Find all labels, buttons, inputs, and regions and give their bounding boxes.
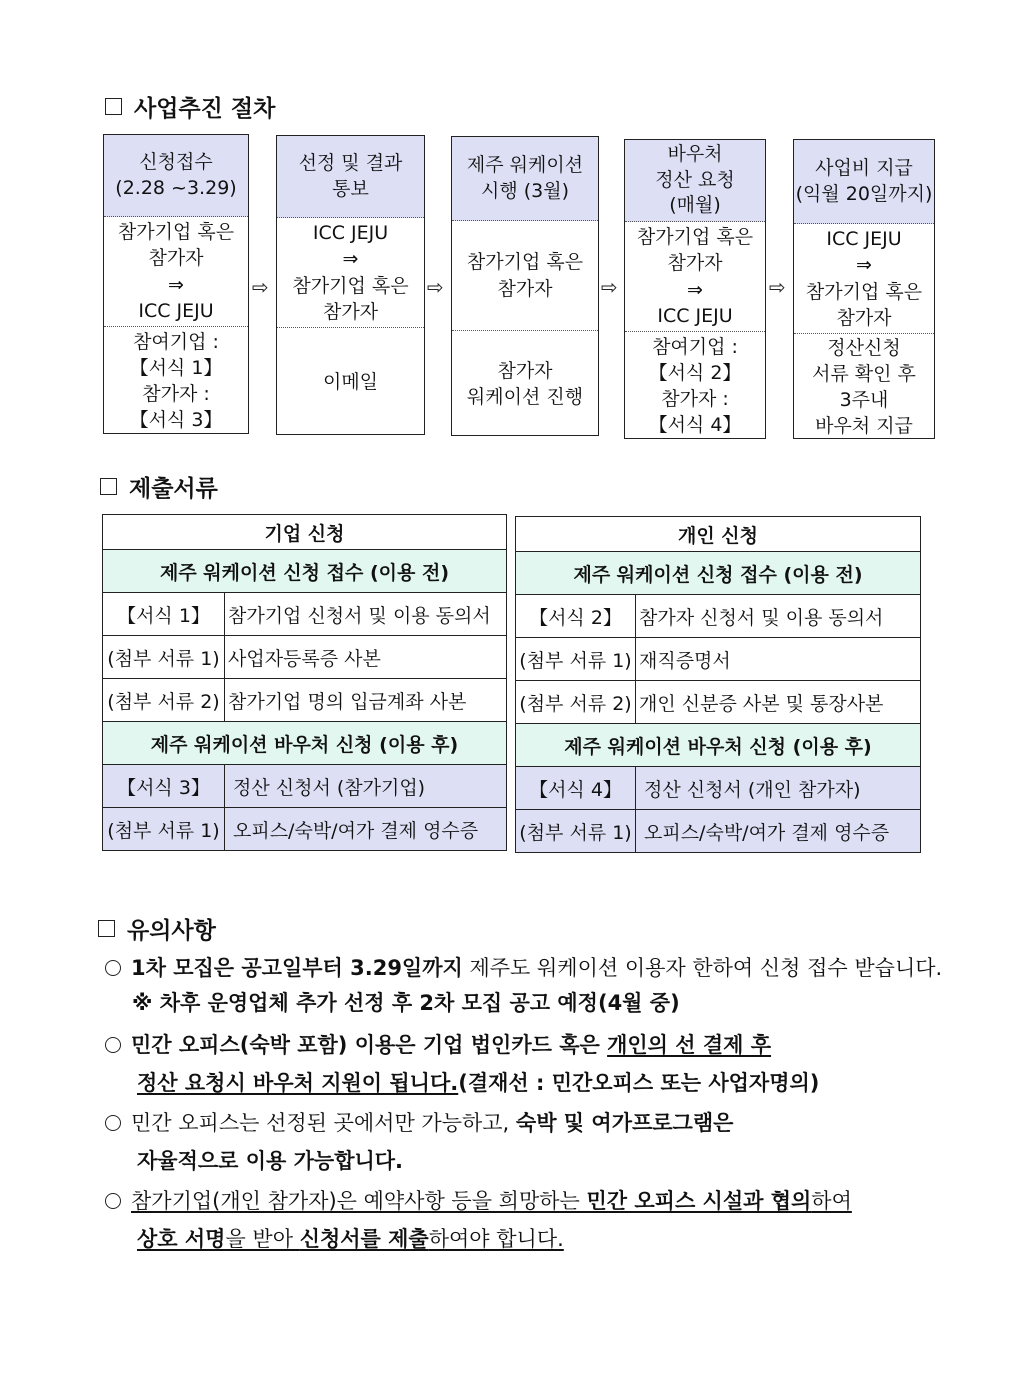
table-row <box>103 679 507 722</box>
note-text: 하여야 합니다. <box>428 1227 564 1251</box>
step-header-line: 정산 요청 <box>655 168 735 191</box>
doc-name: 정산 신청서 (참가기업) <box>225 765 507 808</box>
doc-label: 【서식 2】 <box>516 595 636 638</box>
section-process-title <box>105 90 275 123</box>
corp-docs-table <box>102 514 507 851</box>
step-row-line: ⇒ <box>342 248 359 271</box>
step-row-line: 참여기업 : <box>133 330 219 353</box>
process-step-row <box>625 332 765 440</box>
table-row <box>516 638 921 681</box>
note-text: 숙박 및 여가프로그램은 <box>515 1111 734 1135</box>
process-step-header <box>625 140 765 222</box>
process-step-4 <box>624 139 766 439</box>
step-row-line: 참가기업 혹은 <box>466 251 584 274</box>
process-step-row <box>452 221 598 331</box>
note-2 <box>105 1032 771 1058</box>
step-row-line: 참가기업 혹은 <box>636 226 754 249</box>
doc-label: (첨부 서류 1) <box>516 638 636 681</box>
step-header-line: 사업비 지급 <box>815 156 913 179</box>
note-text: 신청서를 제출 <box>299 1227 429 1251</box>
step-row-line: 참가기업 혹은 <box>117 221 235 244</box>
section-title-text: 사업추진 절차 <box>134 96 276 122</box>
note-1-sub: ※ 차후 운영업체 추가 선정 후 2차 모집 공고 예정(4월 중) <box>132 991 680 1015</box>
note-text: 상호 서명 <box>137 1227 226 1251</box>
step-header-line: 바우처 <box>667 143 723 166</box>
circle-bullet-icon <box>105 1037 121 1053</box>
table-row <box>103 593 507 636</box>
checkbox-icon <box>100 478 117 495</box>
step-row-line: 참가자 <box>497 359 553 382</box>
process-step-header <box>104 135 248 217</box>
doc-label: (첨부 서류 1) <box>516 810 636 853</box>
doc-name: 사업자등록증 사본 <box>225 636 507 679</box>
step-header-line: 선정 및 결과 <box>298 151 403 174</box>
step-row-line: 참가기업 혹은 <box>805 280 923 303</box>
step-row-line: ICC JEJU <box>138 299 214 322</box>
section-notes-title <box>98 912 216 945</box>
table-title: 기업 신청 <box>103 515 507 550</box>
note-2-cont <box>137 1070 819 1096</box>
table-title: 개인 신청 <box>516 517 921 552</box>
step-row-line: ICC JEJU <box>826 228 902 251</box>
process-step-3 <box>451 136 599 436</box>
note-text: 민간 오피스(숙박 포함) 이용은 기업 법인카드 혹은 <box>131 1033 608 1057</box>
note-text: 민간 오피스는 선정된 곳에서만 가능하고, <box>131 1111 516 1135</box>
table-subheader: 제주 워케이션 신청 접수 (이용 전) <box>103 550 507 593</box>
step-header-line: 시행 (3월) <box>480 179 569 202</box>
doc-label: (첨부 서류 2) <box>103 679 225 722</box>
step-row-line: ICC JEJU <box>657 304 733 327</box>
process-step-row <box>277 218 424 328</box>
doc-label: (첨부 서류 2) <box>516 681 636 724</box>
step-header-line: 신청접수 <box>139 150 213 173</box>
step-row-line: 참가자 <box>322 300 379 323</box>
checkbox-icon <box>105 98 122 115</box>
doc-label: 【서식 3】 <box>103 765 225 808</box>
doc-name: 재직증명서 <box>636 638 921 681</box>
process-step-row <box>794 224 934 334</box>
step-row-line: 【서식 1】 <box>129 356 223 379</box>
note-text: 하여 <box>811 1189 852 1213</box>
step-row-line: 3주내 <box>839 389 889 411</box>
circle-bullet-icon <box>105 1193 121 1209</box>
note-text: 을 받아 <box>225 1227 300 1251</box>
doc-name: 오피스/숙박/여가 결제 영수증 <box>225 808 507 851</box>
table-row <box>516 767 921 810</box>
process-step-row <box>625 222 765 332</box>
process-step-row <box>794 334 934 440</box>
note-text: 개인의 선 결제 후 <box>607 1033 772 1057</box>
note-text: 민간 오피스 시설과 협의 <box>586 1189 812 1213</box>
table-row <box>103 636 507 679</box>
doc-label: 【서식 4】 <box>516 767 636 810</box>
flow-arrow-icon: ⇨ <box>769 275 786 299</box>
note-4-underlined <box>137 1227 564 1251</box>
table-subheader: 제주 워케이션 바우처 신청 (이용 후) <box>103 722 507 765</box>
process-step-row <box>104 217 248 327</box>
step-row-line: 참가자 <box>148 247 204 270</box>
step-row-line: 참가자 <box>836 306 892 329</box>
table-row <box>103 808 507 851</box>
process-step-header <box>452 137 598 221</box>
doc-name: 오피스/숙박/여가 결제 영수증 <box>636 810 921 853</box>
step-row-line: 참가자 <box>667 252 723 275</box>
step-row-line: 참가자 : <box>661 388 729 410</box>
flow-arrow-icon: ⇨ <box>252 275 269 299</box>
process-step-2 <box>276 135 425 435</box>
section-title-text: 유의사항 <box>127 918 216 944</box>
note-text: (결재선 : 민간오피스 또는 사업자명의) <box>458 1071 820 1095</box>
table-row <box>516 681 921 724</box>
table-row <box>103 765 507 808</box>
section-title-text: 제출서류 <box>129 476 218 502</box>
process-step-header <box>277 136 424 218</box>
table-subheader: 제주 워케이션 바우처 신청 (이용 후) <box>516 724 921 767</box>
note-1 <box>105 955 942 981</box>
flow-arrow-icon: ⇨ <box>427 275 444 299</box>
section-docs-title <box>100 470 218 503</box>
step-row-line: 바우처 지급 <box>815 415 913 438</box>
step-row-line: 정산신청 <box>827 336 901 359</box>
process-step-1 <box>103 134 249 434</box>
step-row-line: ⇒ <box>856 254 872 277</box>
step-header-line: 제주 워케이션 <box>466 153 584 176</box>
note-text: 1차 모집은 공고일부터 3.29일까지 <box>131 956 463 980</box>
checkbox-icon <box>98 920 115 937</box>
step-row-line: ICC JEJU <box>312 222 389 245</box>
doc-label: 【서식 1】 <box>103 593 225 636</box>
step-header-line: (2.28 ~3.29) <box>115 176 237 199</box>
step-header-line: 통보 <box>332 177 369 200</box>
doc-label: (첨부 서류 1) <box>103 808 225 851</box>
doc-name: 참가기업 신청서 및 이용 동의서 <box>225 593 507 636</box>
table-row <box>516 810 921 853</box>
note-text: 제주도 워케이션 이용자 한하여 신청 접수 받습니다. <box>462 956 943 980</box>
doc-name: 정산 신청서 (개인 참가자) <box>636 767 921 810</box>
table-subheader: 제주 워케이션 신청 접수 (이용 전) <box>516 552 921 595</box>
step-row-line: 【서식 2】 <box>648 361 742 384</box>
step-row-line: 이메일 <box>322 370 379 393</box>
step-row-line: 【서식 3】 <box>129 409 223 432</box>
doc-name: 참가기업 명의 입금계좌 사본 <box>225 679 507 722</box>
process-step-row <box>452 331 598 437</box>
doc-name: 개인 신분증 사본 및 통장사본 <box>636 681 921 724</box>
step-row-line: 참여기업 : <box>652 335 738 358</box>
step-row-line: 참가기업 혹은 <box>292 274 409 297</box>
process-step-5 <box>793 139 935 439</box>
step-row-line: ⇒ <box>687 278 703 301</box>
step-row-line: 워케이션 진행 <box>466 386 584 408</box>
note-text: 정산 요청시 바우처 지원이 됩니다. <box>137 1071 459 1095</box>
doc-label: (첨부 서류 1) <box>103 636 225 679</box>
step-row-line: 서류 확인 후 <box>812 362 916 385</box>
note-text: 참가기업(개인 참가자)은 예약사항 등을 희망하는 <box>131 1189 587 1213</box>
circle-bullet-icon <box>105 1115 121 1131</box>
process-step-row <box>104 327 248 435</box>
circle-bullet-icon <box>105 960 121 976</box>
note-3-cont: 자율적으로 이용 가능합니다. <box>137 1149 404 1173</box>
process-step-row <box>277 328 424 436</box>
step-header-line: (매월) <box>669 194 721 217</box>
note-3 <box>105 1110 733 1136</box>
step-row-line: 참가자 <box>497 277 553 300</box>
process-step-header <box>794 140 934 224</box>
note-4-cont <box>137 1226 564 1252</box>
step-row-line: ⇒ <box>168 273 184 296</box>
table-row <box>516 595 921 638</box>
step-header-line: (익월 20일까지) <box>795 182 933 205</box>
note-4-underlined <box>131 1189 852 1213</box>
note-4 <box>105 1188 852 1214</box>
doc-name: 참가자 신청서 및 이용 동의서 <box>636 595 921 638</box>
step-row-line: 참가자 : <box>142 383 210 405</box>
step-row-line: 【서식 4】 <box>648 414 742 437</box>
flow-arrow-icon: ⇨ <box>601 275 618 299</box>
personal-docs-table <box>515 516 921 853</box>
